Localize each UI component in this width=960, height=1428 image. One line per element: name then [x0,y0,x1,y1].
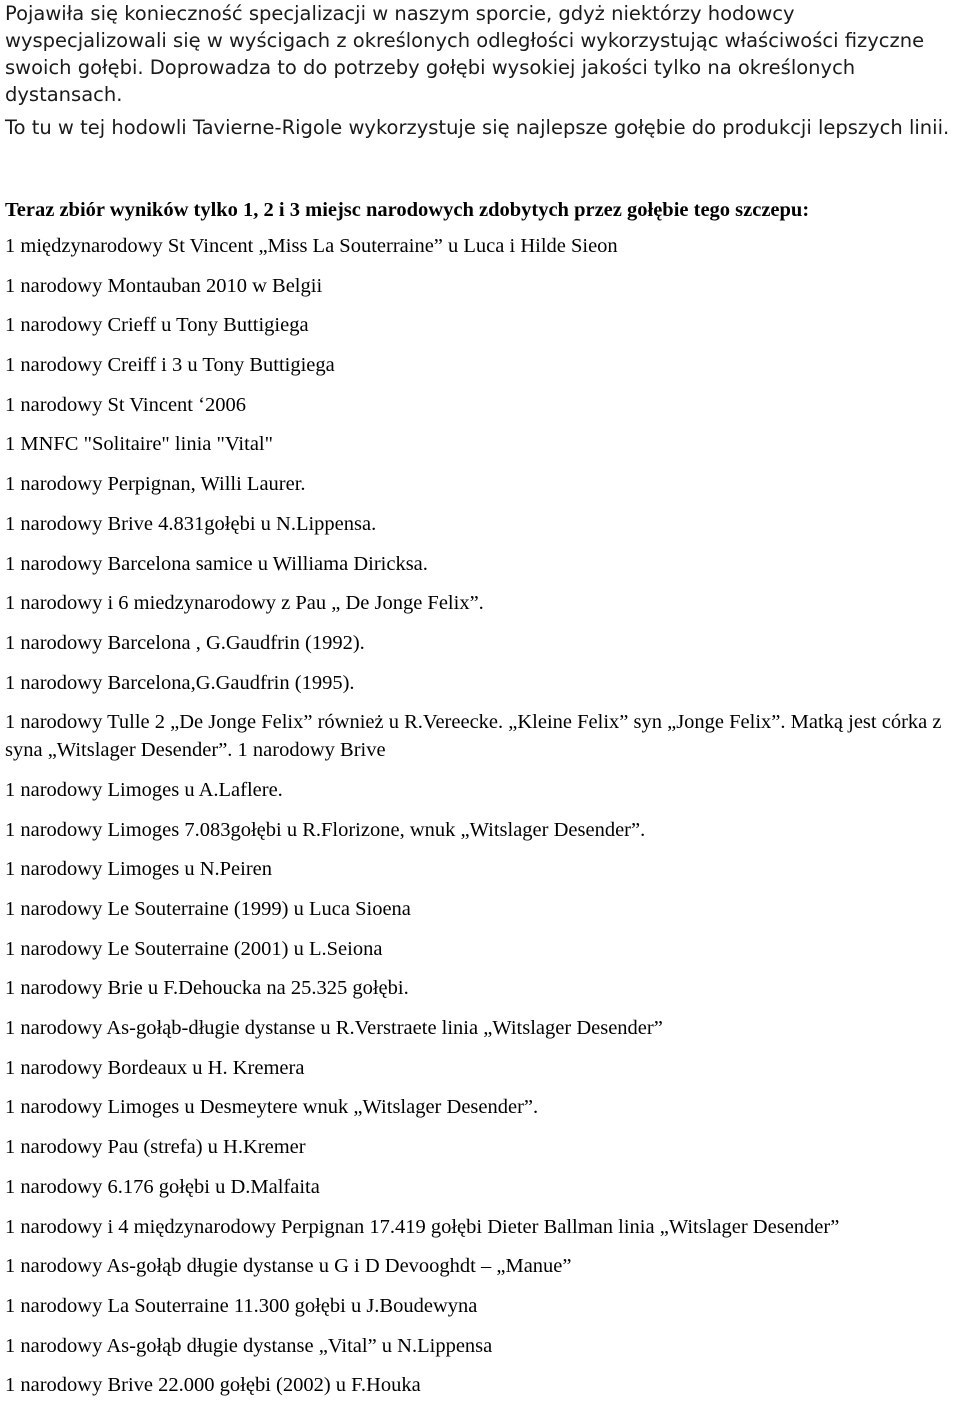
result-item: 1 narodowy Brive 22.000 gołębi (2002) u F.Houka [5,1374,421,1397]
result-item: 1 narodowy Barcelona , G.Gaudfrin (1992). [5,631,365,654]
result-item: 1 narodowy La Souterraine 11.300 gołębi u J.Boudewyna [5,1294,478,1317]
results-heading: Teraz zbiór wyników tylko 1, 2 i 3 miejsc narodowych zdobytych przez gołębie tego szczepu: [5,199,810,221]
result-item: 1 narodowy Creiff i 3 u Tony Buttigiega [5,354,335,377]
intro-paragraph: To tu w tej hodowli Tavierne-Rigole wykorzystuje się najlepsze gołębie do produkcji lepszych linii. [5,116,950,139]
result-item: 1 narodowy Limoges 7.083gołębi u R.Florizone, wnuk „Witslager Desender”. [5,818,646,841]
result-item: 1 narodowy As-gołąb długie dystanse u G i D Devooghdt – „Manue” [5,1255,572,1278]
intro-paragraph: Pojawiła się konieczność specjalizacji w naszym sporcie, gdyż niektórzy hodowcy wyspecjalizowali się w wyścigach z określonych odległości wykorzystując właściwości fizyczne swoich gołębi. Doprowadza to do potrzeby gołębi wysokiej jakości tylko na określonych dystansach. [5,2,925,106]
results-section [5,196,955,1399]
result-item: 1 narodowy As-gołąb-długie dystanse u R.Verstraete linia „Witslager Desender” [5,1017,663,1040]
results-list [5,232,955,1399]
result-item: 1 narodowy Limoges u A.Laflere. [5,778,283,801]
result-item: 1 narodowy Pau (strefa) u H.Kremer [5,1136,306,1159]
result-item: 1 narodowy As-gołąb długie dystanse „Vital” u N.Lippensa [5,1334,493,1357]
result-item: 1 narodowy Le Souterraine (2001) u L.Seiona [5,937,383,960]
result-item: 1 narodowy i 6 miedzynarodowy z Pau „ De Jonge Felix”. [5,592,484,615]
intro-section [5,0,955,141]
result-item: 1 narodowy Limoges u N.Peiren [5,858,273,881]
result-item: 1 międzynarodowy St Vincent „Miss La Souterraine” u Luca i Hilde Sieon [5,235,618,257]
result-item: 1 narodowy Barcelona,G.Gaudfrin (1995). [5,671,355,694]
result-item: 1 narodowy Bordeaux u H. Kremera [5,1056,305,1079]
result-item: 1 narodowy Barcelona samice u Williama Diricksa. [5,552,428,575]
result-item: 1 narodowy Tulle 2 „De Jonge Felix” również u R.Vereecke. „Kleine Felix” syn „Jonge Felix”. Matką jest córka z syna „Witslager Desender”. 1 narodowy Brive [5,711,942,762]
result-item: 1 narodowy Montauban 2010 w Belgii [5,274,323,297]
result-item: 1 narodowy Crieff u Tony Buttigiega [5,314,309,337]
result-item: 1 narodowy Limoges u Desmeytere wnuk „Witslager Desender”. [5,1096,539,1119]
result-item: 1 MNFC "Solitaire" linia "Vital" [5,433,273,456]
result-item: 1 narodowy Brive 4.831gołębi u N.Lippensa. [5,512,377,535]
result-item: 1 narodowy 6.176 gołębi u D.Malfaita [5,1175,320,1198]
result-item: 1 narodowy Brie u F.Dehoucka na 25.325 gołębi. [5,977,409,1000]
result-item: 1 narodowy St Vincent ‘2006 [5,393,246,416]
result-item: 1 narodowy Perpignan, Willi Laurer. [5,473,306,496]
result-item: 1 narodowy Le Souterraine (1999) u Luca Sioena [5,898,411,920]
result-item: 1 narodowy i 4 międzynarodowy Perpignan 17.419 gołębi Dieter Ballman linia „Witslager Desender” [5,1215,840,1238]
